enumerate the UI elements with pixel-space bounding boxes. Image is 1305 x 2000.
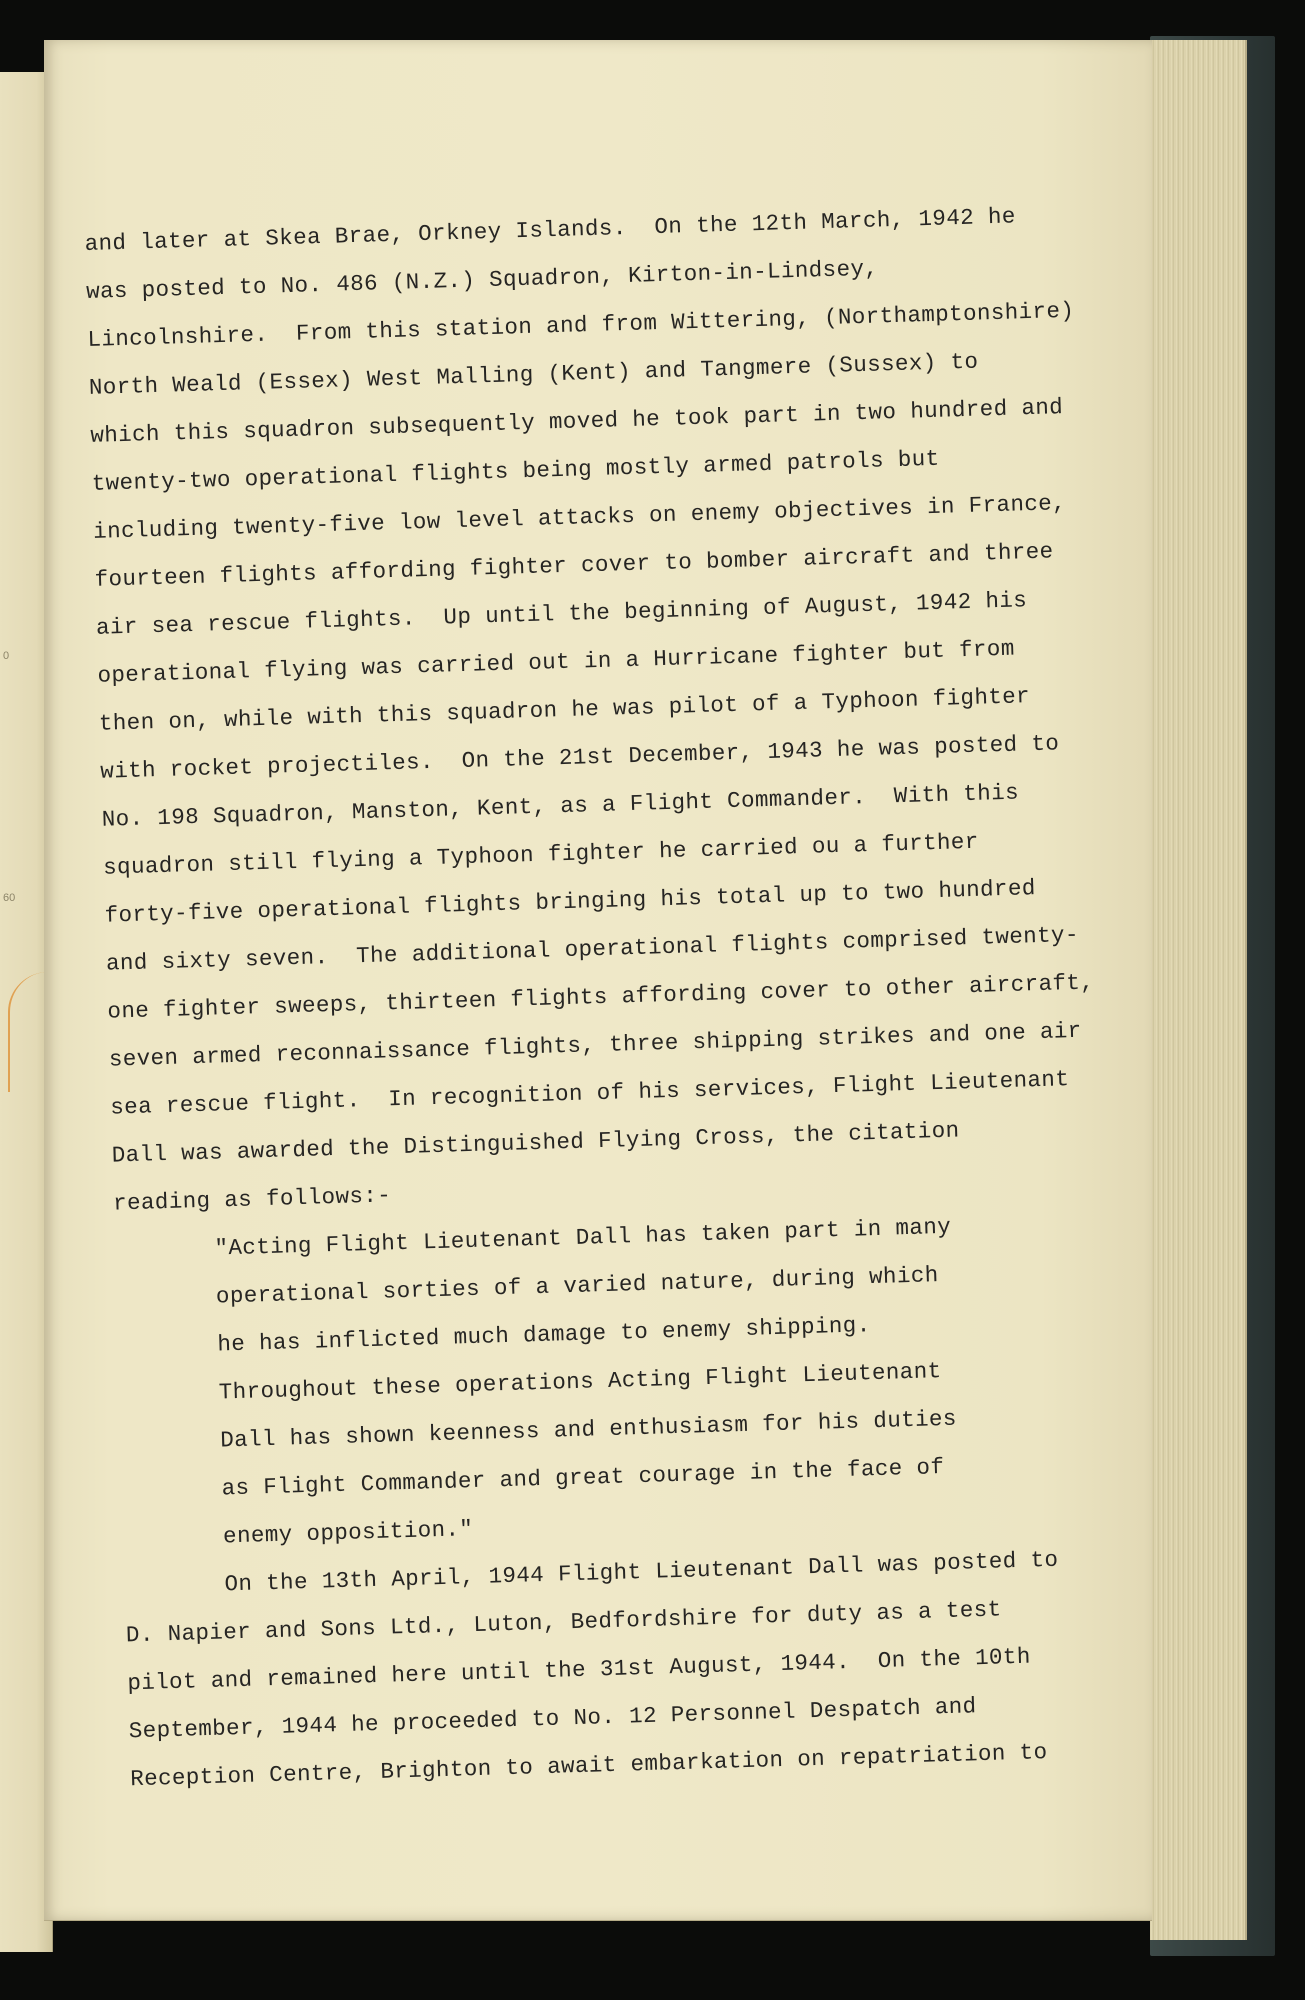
- text-line: which this squadron subsequently moved he took part in two hundred and: [90, 394, 1064, 449]
- citation-line: Throughout these operations Acting Flight Lieutenant: [218, 1358, 942, 1406]
- text-line: one fighter sweeps, thirteen flights affording cover to other aircraft,: [107, 969, 1095, 1025]
- text-line: including twenty-five low level attacks on enemy objectives in France,: [92, 489, 1067, 545]
- text-line: air sea rescue flights. Up until the beginning of August, 1942 his: [95, 587, 1028, 641]
- text-line: Dall was awarded the Distinguished Flying Cross, the citation: [111, 1117, 960, 1169]
- text-line: operational flying was carried out in a Hurricane fighter but from: [97, 635, 1016, 689]
- citation-line: he has inflicted much damage to enemy shipping.: [217, 1312, 871, 1358]
- text-line: September, 1944 he proceeded to No. 12 Personnel Despatch and: [128, 1693, 977, 1745]
- facing-page-mark: 0: [3, 650, 10, 662]
- text-line: squadron still flying a Typhoon fighter he carried ou a further: [102, 828, 980, 881]
- citation-line: operational sorties of a varied nature, during which: [215, 1262, 939, 1310]
- text-line: On the 13th April, 1944 Flight Lieutenant Dall was posted to: [224, 1546, 1059, 1598]
- text-line: and sixty seven. The additional operational flights comprised twenty-: [105, 921, 1080, 977]
- text-line: pilot and remained here until the 31st August, 1944. On the 10th: [127, 1643, 1032, 1697]
- text-line: Lincolnshire. From this station and from Wittering, (Northamptonshire): [87, 297, 1075, 353]
- text-line: North Weald (Essex) West Malling (Kent) and Tangmere (Sussex) to: [88, 348, 979, 401]
- citation-line: enemy opposition.": [222, 1516, 474, 1550]
- typewritten-page: [44, 40, 1152, 1921]
- text-line: then on, while with this squadron he was pilot of a Typhoon fighter: [98, 683, 1031, 737]
- text-line: was posted to No. 486 (N.Z.) Squadron, Kirton-in-Lindsey,: [85, 255, 879, 305]
- text-line: and later at Skea Brae, Orkney Islands. On the 12th March, 1942 he: [84, 203, 1017, 257]
- page-text: [84, 189, 1171, 1803]
- text-line: twenty-two operational flights being mostly armed patrols but: [91, 445, 940, 497]
- citation-line: "Acting Flight Lieutenant Dall has taken part in many: [214, 1213, 952, 1262]
- text-line: D. Napier and Sons Ltd., Luton, Bedfordshire for duty as a test: [125, 1596, 1002, 1649]
- facing-page-mark: 60: [3, 892, 16, 904]
- text-line: seven armed reconnaissance flights, three shipping strikes and one air: [108, 1017, 1083, 1073]
- text-line: fourteen flights affording fighter cover to bomber aircraft and three: [94, 538, 1054, 593]
- citation-line: as Flight Commander and great courage in the face of: [221, 1454, 945, 1502]
- text-line: reading as follows:-: [112, 1182, 392, 1217]
- text-line: sea rescue flight. In recognition of his services, Flight Lieutenant: [109, 1066, 1070, 1121]
- text-line: No. 198 Squadron, Manston, Kent, as a Flight Commander. With this: [101, 779, 1020, 833]
- text-line: forty-five operational flights bringing his total up to two hundred: [104, 875, 1037, 929]
- text-line: Reception Centre, Brighton to await embarkation on repatriation to: [129, 1739, 1048, 1793]
- text-line: with rocket projectiles. On the 21st December, 1943 he was posted to: [99, 730, 1060, 785]
- citation-line: Dall has shown keenness and enthusiasm for his duties: [219, 1405, 958, 1454]
